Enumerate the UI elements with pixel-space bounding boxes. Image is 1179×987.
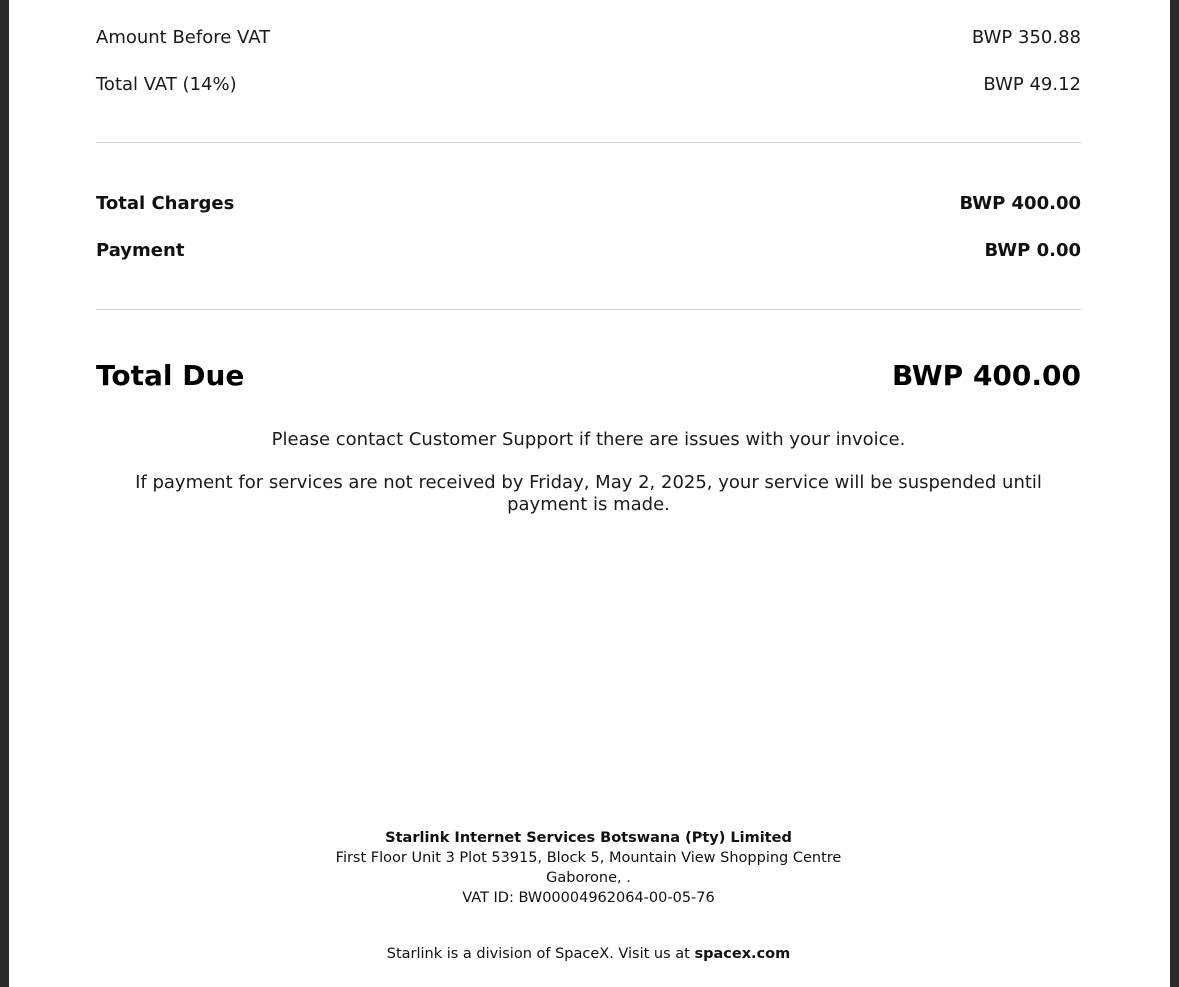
total-due-value: BWP 400.00 [891,359,1081,392]
invoice-page [9,0,1170,987]
amount-before-vat-label: Amount Before VAT [96,27,271,48]
company-address-line1: First Floor Unit 3 Plot 53915, Block 5, Mountain View Shopping Centre [335,850,842,866]
division-line [96,946,1081,962]
payment-value: BWP 0.00 [984,240,1081,261]
total-vat-row [96,74,1081,95]
total-due-label: Total Due [96,359,245,392]
amount-before-vat-row [96,27,1081,48]
vat-id: VAT ID: BW00004962064-00-05-76 [462,890,715,906]
payment-row [96,240,1081,261]
amount-before-vat-value: BWP 350.88 [971,27,1081,48]
divider [96,142,1081,143]
division-text: Starlink is a division of SpaceX. Visit us at [386,946,695,962]
support-note: Please contact Customer Support if there are issues with your invoice. [271,429,906,450]
company-address-line2: Gaborone, . [546,870,631,886]
company-name: Starlink Internet Services Botswana (Pty) Limited [385,830,792,846]
total-charges-label: Total Charges [96,193,235,214]
spacex-link[interactable]: spacex.com [694,946,791,962]
company-footer [96,828,1081,908]
total-charges-row [96,193,1081,214]
total-vat-label: Total VAT (14%) [96,74,237,95]
suspension-note: If payment for services are not received by Friday, May 2, 2025, your service will be suspended until payment is made. [135,472,1042,515]
total-vat-value: BWP 49.12 [983,74,1081,95]
payment-label: Payment [96,240,185,261]
total-charges-value: BWP 400.00 [959,193,1081,214]
total-due-row [96,359,1081,392]
divider [96,309,1081,310]
